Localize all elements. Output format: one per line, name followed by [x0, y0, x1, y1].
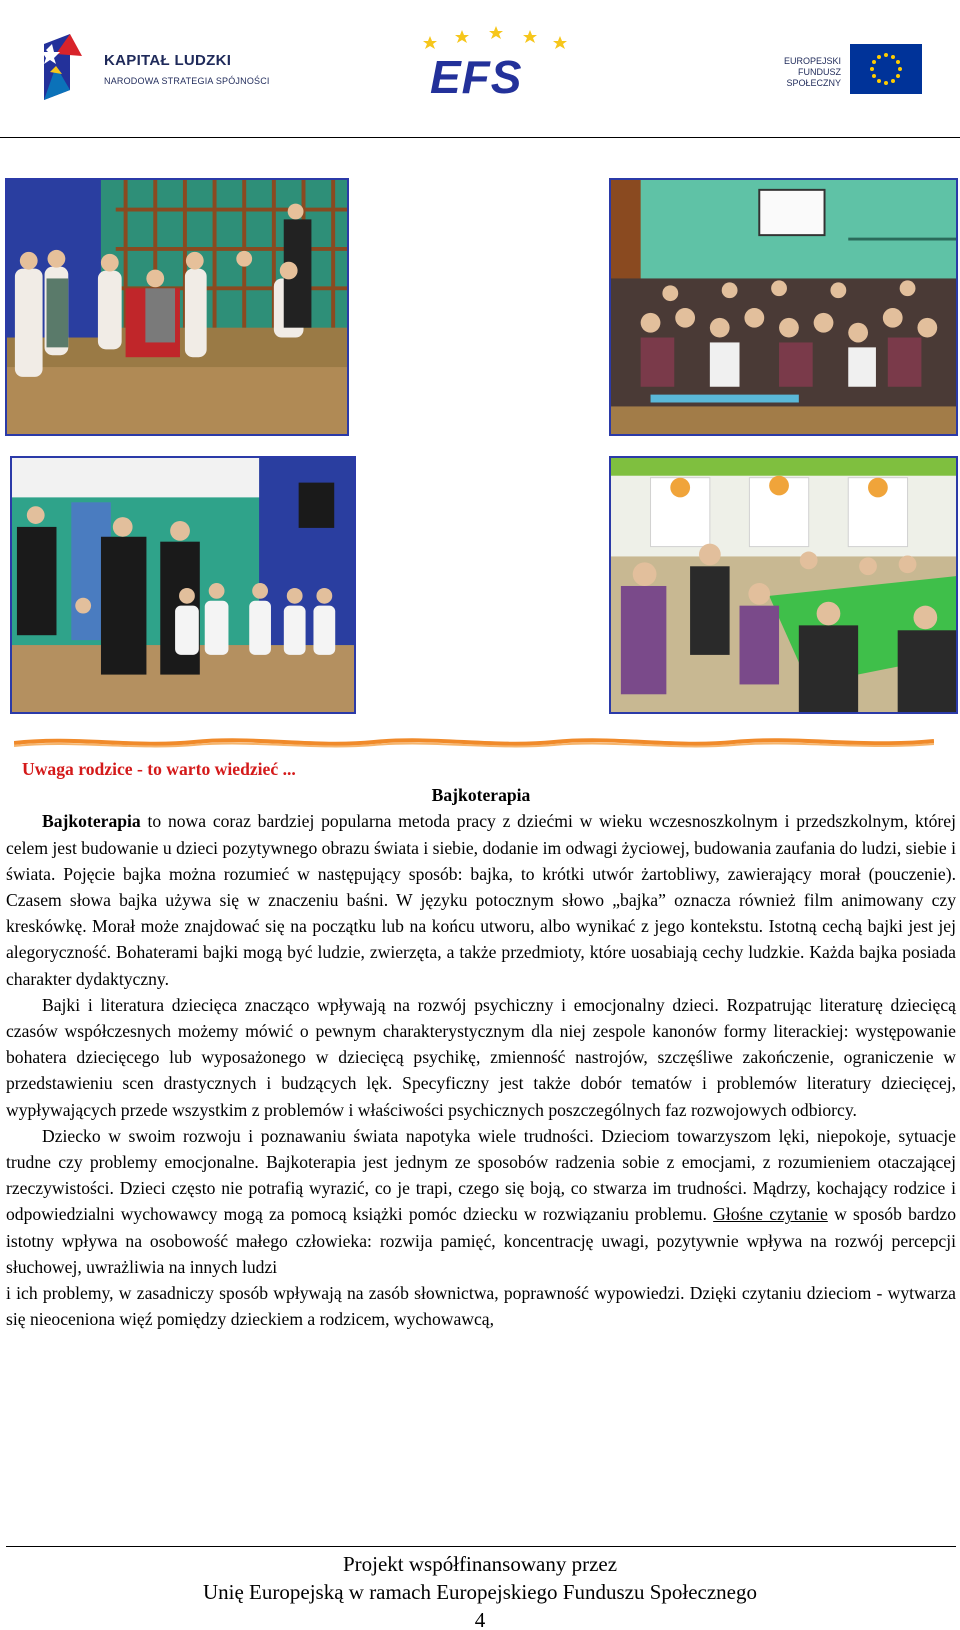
eu-fund-label	[745, 56, 841, 89]
paragraph-intro-lead: Bajkoterapia	[42, 811, 141, 832]
article-body	[6, 756, 956, 1332]
eu-flag-icon	[850, 44, 922, 94]
paragraph-closing: i ich problemy, w zasadniczy sposób wpływają na zasób słownictwa, poprawność wypowiedzi. Dzięki czytaniu dzieciom - wytwarza się nieoceniona więź pomiędzy dzieckiem a rodzicem, wychowawcą,	[6, 1283, 956, 1330]
paragraph-intro	[6, 808, 956, 991]
efs-logo-text: EFS	[430, 51, 523, 103]
photo-audience-gym	[609, 178, 958, 436]
footer-line-1: Projekt współfinansowany przez	[342, 1552, 618, 1576]
photo-host-with-children	[10, 456, 356, 714]
footer-divider	[6, 1546, 956, 1547]
paragraph-difficulties	[6, 1123, 956, 1280]
eu-fund-logo	[740, 44, 924, 96]
kapital-ludzki-subtitle: NARODOWA STRATEGIA SPÓJNOŚCI	[104, 76, 270, 86]
paragraph-intro-text: to nowa coraz bardziej popularna metoda pracy z dziećmi w wieku wczesnoszkolnym i przedszkolnym, której celem jest budowanie u dzieci pozytywnego obrazu świata i siebie, dodanie im odwagi życiowej, budowania zaufania do ludzi, siebie i świata. Pojęcie bajka można rozumieć w następujący sposób: bajka, to krótki utwór żartobliwy, zawierający morał (pouczenie). Czasem słowa bajka używa się w znaczeniu baśni. W języku potocznym słowo „bajka” oznacza również film animowany czy kreskówkę. Morał może znajdować się na początku lub na końcu utworu, albo wynikać z jego kontekstu. Istotną cechą bajki jest jej alegoryczność. Bohaterami bajki mogą być ludzie, zwierzęta, a także przedmioty, które uosabiają cechy ludzkie. Każda bajka posiada charakter dydaktyczny.	[6, 811, 956, 989]
paragraph-difficulties-text: Dziecko w swoim rozwoju i poznawaniu świata napotyka wiele trudności. Dzieciom towarzyszom lęki, niepokoje, sytuacje trudne czy problemy emocjonalne. Bajkoterapia jest jednym ze sposobów radzenia sobie z emocjami, z rozumieniem otaczającej rzeczywistości. Dzieci często nie potrafią wyrazić, co je trapi, czego się boją, co stwarza im trudności. Mądrzy, kochający rodzice i odpowiedzialni wychowawcy mogą za pomocą książki pomóc dziecku w rozwiązaniu problemu.	[6, 1125, 956, 1225]
kapital-ludzki-mark-icon	[40, 30, 86, 102]
page-header	[0, 0, 960, 138]
efs-logo	[420, 26, 570, 106]
page-number: 4	[474, 1608, 486, 1630]
decorative-divider-icon	[14, 734, 934, 750]
kapital-ludzki-logo	[40, 30, 280, 106]
article-title: Bajkoterapia	[431, 785, 531, 806]
photo-children-performance	[5, 178, 349, 436]
kapital-ludzki-title: KAPITAŁ LUDZKI	[104, 52, 232, 69]
photo-seniors-at-tables	[609, 456, 958, 714]
footer-line-2: Unię Europejską w ramach Europejskiego Funduszu Społecznego	[202, 1580, 758, 1604]
header-divider	[0, 137, 960, 138]
parents-note-heading: Uwaga rodzice - to warto wiedzieć ...	[22, 759, 296, 779]
reading-aloud-text: w sposób bardzo istotny wpływa na osobowość małego człowieka: rozwija pamięć, koncentrację uwagi, pozytywnie wpływa na rozwój percepcji słuchowej, uwrażliwia na innych ludzi	[6, 1204, 956, 1277]
page-footer	[0, 1550, 960, 1630]
eu-fund-label-line2: FUNDUSZ SPOŁECZNY	[786, 67, 841, 88]
reading-aloud-term: Głośne czytanie	[713, 1204, 828, 1225]
paragraph-literature: Bajki i literatura dziecięca znacząco wpływają na rozwój psychiczny i emocjonalny dzieci. Rozpatrując literaturę dziecięcą czasów współczesnych możemy mówić o pewnym charakterystycznym dla niej zespole kanonów formy literackiej: występowanie bohatera dziecięcego lub wyposażonego w dziecięcą psychikę, zmienność nastrojów, szczęśliwe zakończenie, ograniczenie w przedstawieniu scen drastycznych i budzących lęk. Specyficzny jest także dobór tematów i problemów literatury dziecięcej, wypływających przede wszystkim z problemów i właściwości psychicznych poszczególnych faz rozwojowych odbiorcy.	[6, 994, 956, 1120]
eu-fund-label-line1: EUROPEJSKI	[783, 56, 841, 66]
